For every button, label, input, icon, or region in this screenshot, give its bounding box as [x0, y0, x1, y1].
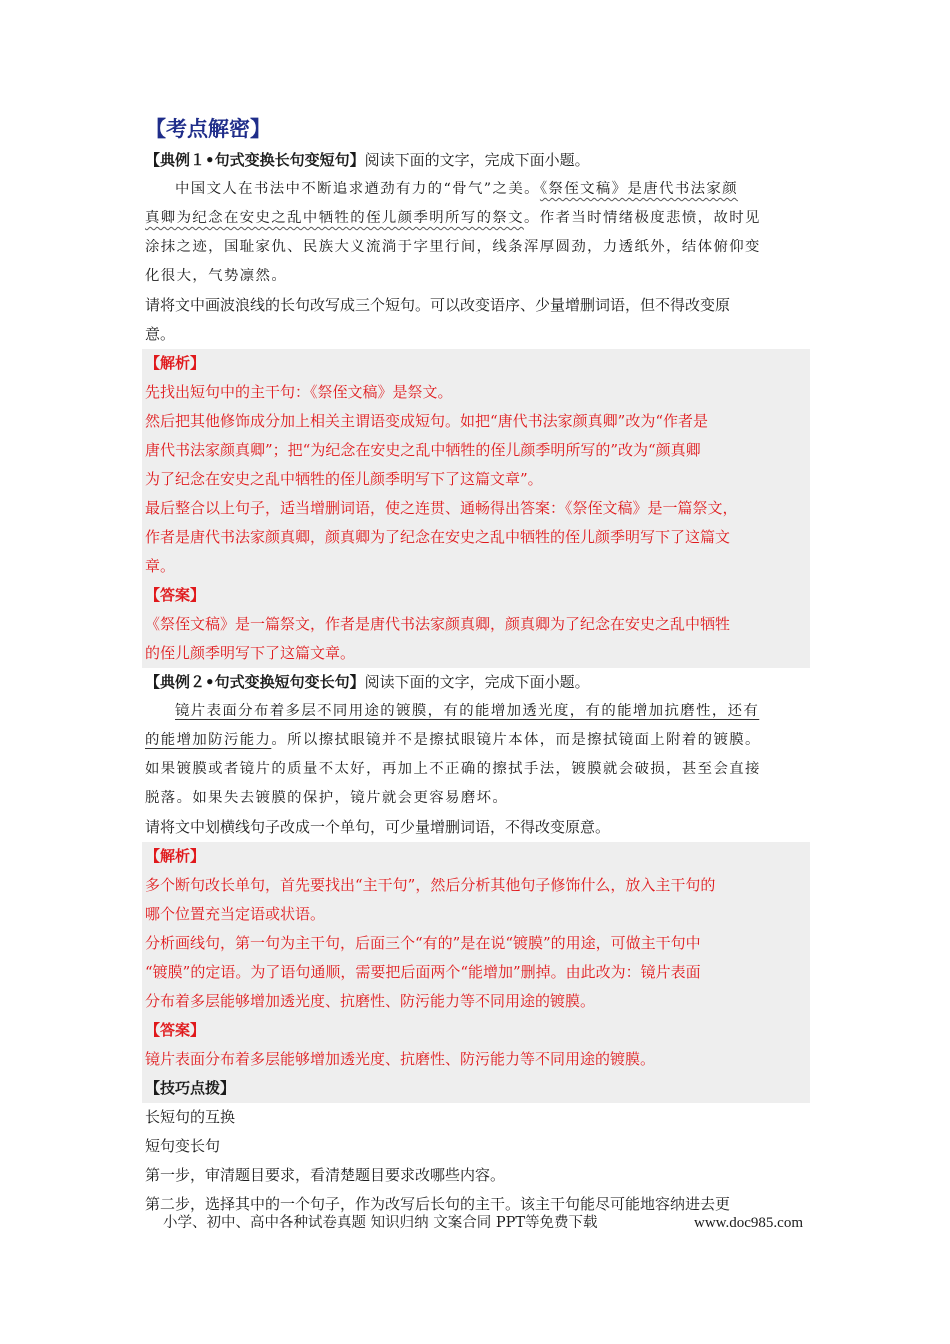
- footer-website-link[interactable]: www.doc985.com: [693, 1215, 803, 1231]
- example2-question: 请将文中划横线句子改成一个单句，可少量增删词语，不得改变原意。: [145, 818, 611, 836]
- passage-line: [145, 204, 807, 233]
- example1-question: 意。: [145, 325, 176, 343]
- example2-passage: [145, 697, 807, 813]
- example1-question: 请将文中画波浪线的长句改写成三个短句。可以改变语序、少量增删词语，但不得改变原: [145, 296, 731, 314]
- page-content: [145, 112, 807, 1219]
- wavy-underlined-text: 真卿为纪念在安史之乱中牺牲的侄儿颜季明所写的祭文: [145, 210, 524, 226]
- passage-text: 中国文人在书法中不断追求遒劲有力的“骨气”之美。: [175, 181, 540, 197]
- tips-line: 第一步，审清题目要求，看清楚题目要求改哪些内容。: [145, 1166, 506, 1184]
- footer-text: 小学、初中、高中各种试卷真题 知识归纳 文案合同 PPT等免费下载: [163, 1215, 598, 1231]
- answer-label: 【答案】: [145, 586, 206, 604]
- example1-heading: [145, 146, 807, 175]
- passage-line: 化很大，气势凛然。: [145, 268, 288, 284]
- example2-solution-box: [142, 842, 810, 1103]
- underlined-text: 的能增加防污能力: [145, 732, 272, 748]
- analysis-line: “镀膜”的定语。为了语句通顺，需要把后面两个“能增加”删掉。由此改为：镜片表面: [145, 963, 701, 981]
- answer-label: 【答案】: [145, 1021, 206, 1039]
- passage-line: [145, 726, 807, 755]
- analysis-line: 最后整合以上句子，适当增删词语，使之连贯、通畅得出答案：《祭侄文稿》是一篇祭文，: [145, 499, 738, 517]
- passage-line: 如果镀膜或者镜片的质量不太好，再加上不正确的擦拭手法，镀膜就会破损，甚至会直接: [145, 761, 761, 777]
- analysis-line: 哪个位置充当定语或状语。: [145, 905, 326, 923]
- tips-label: 【技巧点拨】: [145, 1079, 236, 1097]
- passage-text: 。作者当时情绪极度悲愤，故时见: [523, 210, 761, 226]
- example1-tag: 【典例１•句式变换长句变短句】: [145, 151, 365, 169]
- analysis-label: 【解析】: [145, 847, 206, 865]
- passage-line: [145, 697, 807, 726]
- passage-text: 。所以擦拭眼镜并不是擦拭眼镜片本体，而是擦拭镜面上附着的镀膜。: [271, 732, 761, 748]
- example2-instruction: 阅读下面的文字，完成下面小题。: [364, 673, 590, 691]
- answer-line: 《祭侄文稿》是一篇祭文，作者是唐代书法家颜真卿，颜真卿为了纪念在安史之乱中牺牲: [145, 615, 731, 633]
- answer-line: 镜片表面分布着多层能够增加透光度、抗磨性、防污能力等不同用途的镀膜。: [145, 1050, 656, 1068]
- page-footer: [163, 1210, 803, 1236]
- example1-passage: [145, 175, 807, 291]
- tips-line: 长短句的互换: [145, 1108, 236, 1126]
- example1-solution-box: [142, 349, 810, 668]
- example1-instruction: 阅读下面的文字，完成下面小题。: [364, 151, 590, 169]
- analysis-line: 多个断句改长单句，首先要找出“主干句”，然后分析其他句子修饰什么，放入主干句的: [145, 876, 716, 894]
- passage-line: 涂抹之迹，国耻家仇、民族大义流淌于字里行间，线条浑厚圆劲，力透纸外，结体俯仰变: [145, 239, 761, 255]
- analysis-line: 然后把其他修饰成分加上相关主谓语变成短句。如把“唐代书法家颜真卿”改为“作者是: [145, 412, 709, 430]
- passage-line: [145, 175, 807, 204]
- section-title: 【考点解密】: [145, 116, 271, 141]
- tips-line: 第二步，选择其中的一个句子，作为改写后长句的主干。该主干句能尽可能地容纳进去更: [145, 1195, 731, 1213]
- analysis-line: 为了纪念在安史之乱中牺牲的侄儿颜季明写下了这篇文章”。: [145, 470, 543, 488]
- tips-line: 短句变长句: [145, 1137, 221, 1155]
- example2-heading: [145, 668, 807, 697]
- analysis-line: 先找出短句中的主干句：《祭侄文稿》是祭文。: [145, 383, 453, 401]
- example2-tag: 【典例２•句式变换短句变长句】: [145, 673, 365, 691]
- analysis-line: 唐代书法家颜真卿”；把“为纪念在安史之乱中牺牲的侄儿颜季明所写的”改为“颜真卿: [145, 441, 701, 459]
- passage-line: 脱落。如果失去镀膜的保护，镜片就会更容易磨坏。: [145, 790, 509, 806]
- analysis-line: 作者是唐代书法家颜真卿，颜真卿为了纪念在安史之乱中牺牲的侄儿颜季明写下了这篇文: [145, 528, 731, 546]
- underlined-text: 镜片表面分布着多层不同用途的镀膜，有的能增加透光度，有的能增加抗磨性，还有: [175, 703, 760, 719]
- wavy-underlined-text: 《祭侄文稿》是唐代书法家颜: [539, 181, 739, 197]
- analysis-label: 【解析】: [145, 354, 206, 372]
- analysis-line: 章。: [145, 557, 176, 575]
- analysis-line: 分布着多层能够增加透光度、抗磨性、防污能力等不同用途的镀膜。: [145, 992, 596, 1010]
- analysis-line: 分析画线句，第一句为主干句，后面三个“有的”是在说“镀膜”的用途，可做主干句中: [145, 934, 701, 952]
- answer-line: 的侄儿颜季明写下了这篇文章。: [145, 644, 356, 662]
